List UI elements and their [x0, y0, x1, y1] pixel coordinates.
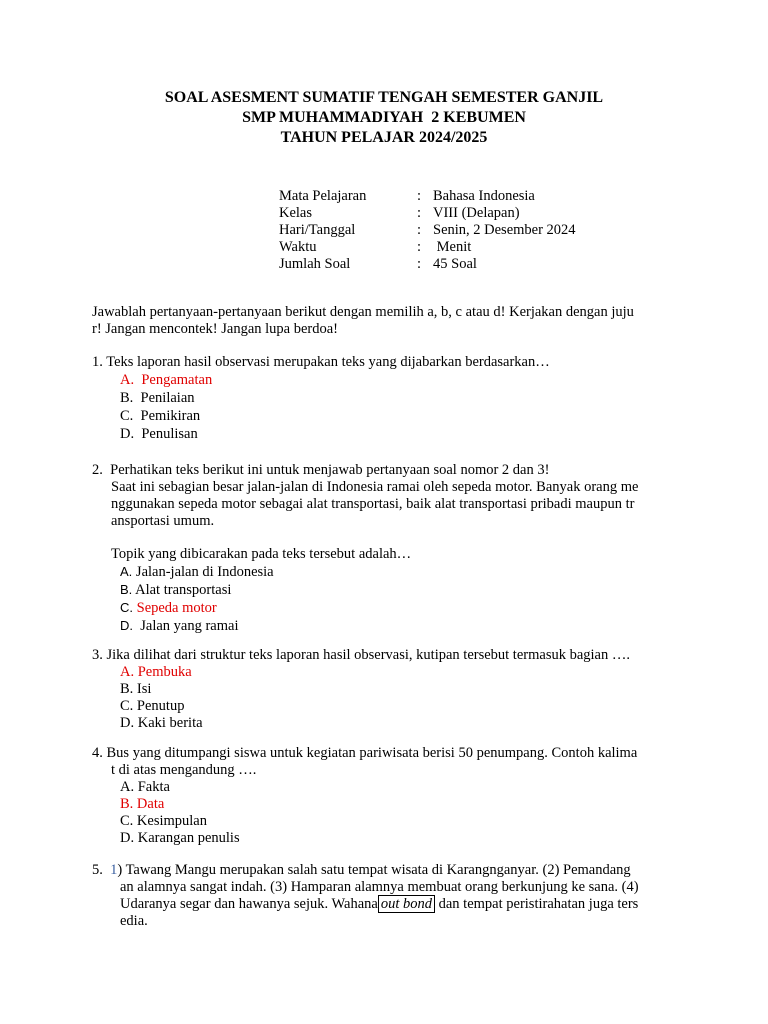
question-text: an alamnya sangat indah. (3) Hamparan alamnya membuat orang berkunjung ke sana. (4) [120, 879, 639, 895]
question-text: 1. Teks laporan hasil observasi merupakan teks yang dijabarkan berdasarkan… [92, 354, 550, 370]
info-label: Mata Pelajaran [279, 188, 367, 204]
answer-option-correct: A. Pengamatan [120, 372, 213, 388]
answer-option: D. Penulisan [120, 426, 198, 442]
answer-option: D. Karangan penulis [120, 830, 240, 846]
passage-line: ansportasi umum. [111, 513, 215, 529]
answer-option: C. Penutup [120, 698, 185, 714]
info-label: Waktu [279, 239, 317, 255]
answer-option-correct [92, 599, 678, 617]
question-4 [92, 745, 678, 847]
info-colon: : [417, 188, 422, 204]
info-row-time [279, 239, 576, 256]
answer-option-correct: A. Pembuka [120, 664, 192, 680]
info-row-class [279, 205, 576, 222]
answer-option: C. Kesimpulan [120, 813, 207, 829]
document-header [0, 88, 768, 148]
answer-option: B. Penilaian [120, 390, 195, 406]
option-text: Sepeda motor [133, 600, 217, 616]
info-row-subject [279, 188, 576, 205]
option-text: Alat transportasi [132, 582, 232, 598]
header-school: SMP MUHAMMADIYAH 2 KEBUMEN [242, 109, 526, 126]
option-letter: A. [120, 564, 133, 579]
exam-info-table [279, 188, 576, 273]
instruction-line: r! Jangan mencontek! Jangan lupa berdoa! [92, 321, 338, 337]
question-text-segment: dan tempat peristirahatan juga ters [435, 896, 639, 912]
option-letter: C. [120, 600, 133, 615]
info-colon: : [417, 222, 422, 238]
question-text: edia. [120, 913, 148, 929]
boxed-term: out bond [378, 895, 435, 913]
info-row-count [279, 256, 576, 273]
answer-option: D. Kaki berita [120, 715, 203, 731]
answer-option [92, 617, 678, 635]
answer-option: B. Isi [120, 681, 152, 697]
question-5 [92, 862, 678, 930]
question-number: 5. [92, 862, 111, 878]
header-year: TAHUN PELAJAR 2024/2025 [280, 129, 488, 146]
answer-option-correct: B. Data [120, 796, 165, 812]
info-label: Kelas [279, 205, 313, 221]
option-text: Jalan yang ramai [133, 618, 239, 634]
info-value: VIII (Delapan) [433, 205, 520, 221]
info-colon: : [417, 239, 422, 255]
answer-option [92, 581, 678, 599]
option-letter: B. [120, 582, 133, 597]
question-1 [92, 354, 678, 443]
question-text: 2. Perhatikan teks berikut ini untuk menjawab pertanyaan soal nomor 2 dan 3! [92, 462, 550, 478]
passage-line: nggunakan sepeda motor sebagai alat transportasi, baik alat transportasi pribadi maupun tr [111, 496, 635, 512]
info-row-date [279, 222, 576, 239]
question-2 [92, 462, 678, 635]
info-colon: : [417, 205, 422, 221]
info-colon: : [417, 256, 422, 272]
option-text: Jalan-jalan di Indonesia [132, 564, 274, 580]
question-text: 3. Jika dilihat dari struktur teks laporan hasil observasi, kutipan tersebut termasuk bagian …. [92, 647, 630, 663]
info-value: Menit [433, 239, 472, 255]
answer-option: A. Fakta [120, 779, 170, 795]
question-text: 4. Bus yang ditumpangi siswa untuk kegiatan pariwisata berisi 50 penumpang. Contoh kalima [92, 745, 638, 761]
question-text-segment: Udaranya segar dan hawanya sejuk. Wahana [120, 896, 378, 912]
info-value: Bahasa Indonesia [433, 188, 535, 204]
info-label: Jumlah Soal [279, 256, 351, 272]
info-value: Senin, 2 Desember 2024 [433, 222, 576, 238]
info-value: 45 Soal [433, 256, 477, 272]
answer-option: C. Pemikiran [120, 408, 201, 424]
instruction-line: Jawablah pertanyaan-pertanyaan berikut dengan memilih a, b, c atau d! Kerjakan dengan juju [92, 304, 634, 320]
answer-option [92, 563, 678, 581]
question-text-segment: ) Tawang Mangu merupakan salah satu tempat wisata di Karangnganyar. (2) Pemandang [117, 862, 631, 878]
option-letter: D. [120, 618, 133, 633]
info-label: Hari/Tanggal [279, 222, 356, 238]
question-prompt: Topik yang dibicarakan pada teks tersebut adalah… [111, 546, 412, 562]
header-title: SOAL ASESMENT SUMATIF TENGAH SEMESTER GANJIL [164, 89, 604, 106]
question-text [92, 862, 678, 879]
passage-line: Saat ini sebagian besar jalan-jalan di Indonesia ramai oleh sepeda motor. Banyak orang me [111, 479, 639, 495]
question-3 [92, 647, 678, 732]
sentence-number: 1 [110, 862, 118, 878]
instruction [92, 304, 678, 338]
question-text [92, 896, 678, 913]
question-text: t di atas mengandung …. [111, 762, 257, 778]
